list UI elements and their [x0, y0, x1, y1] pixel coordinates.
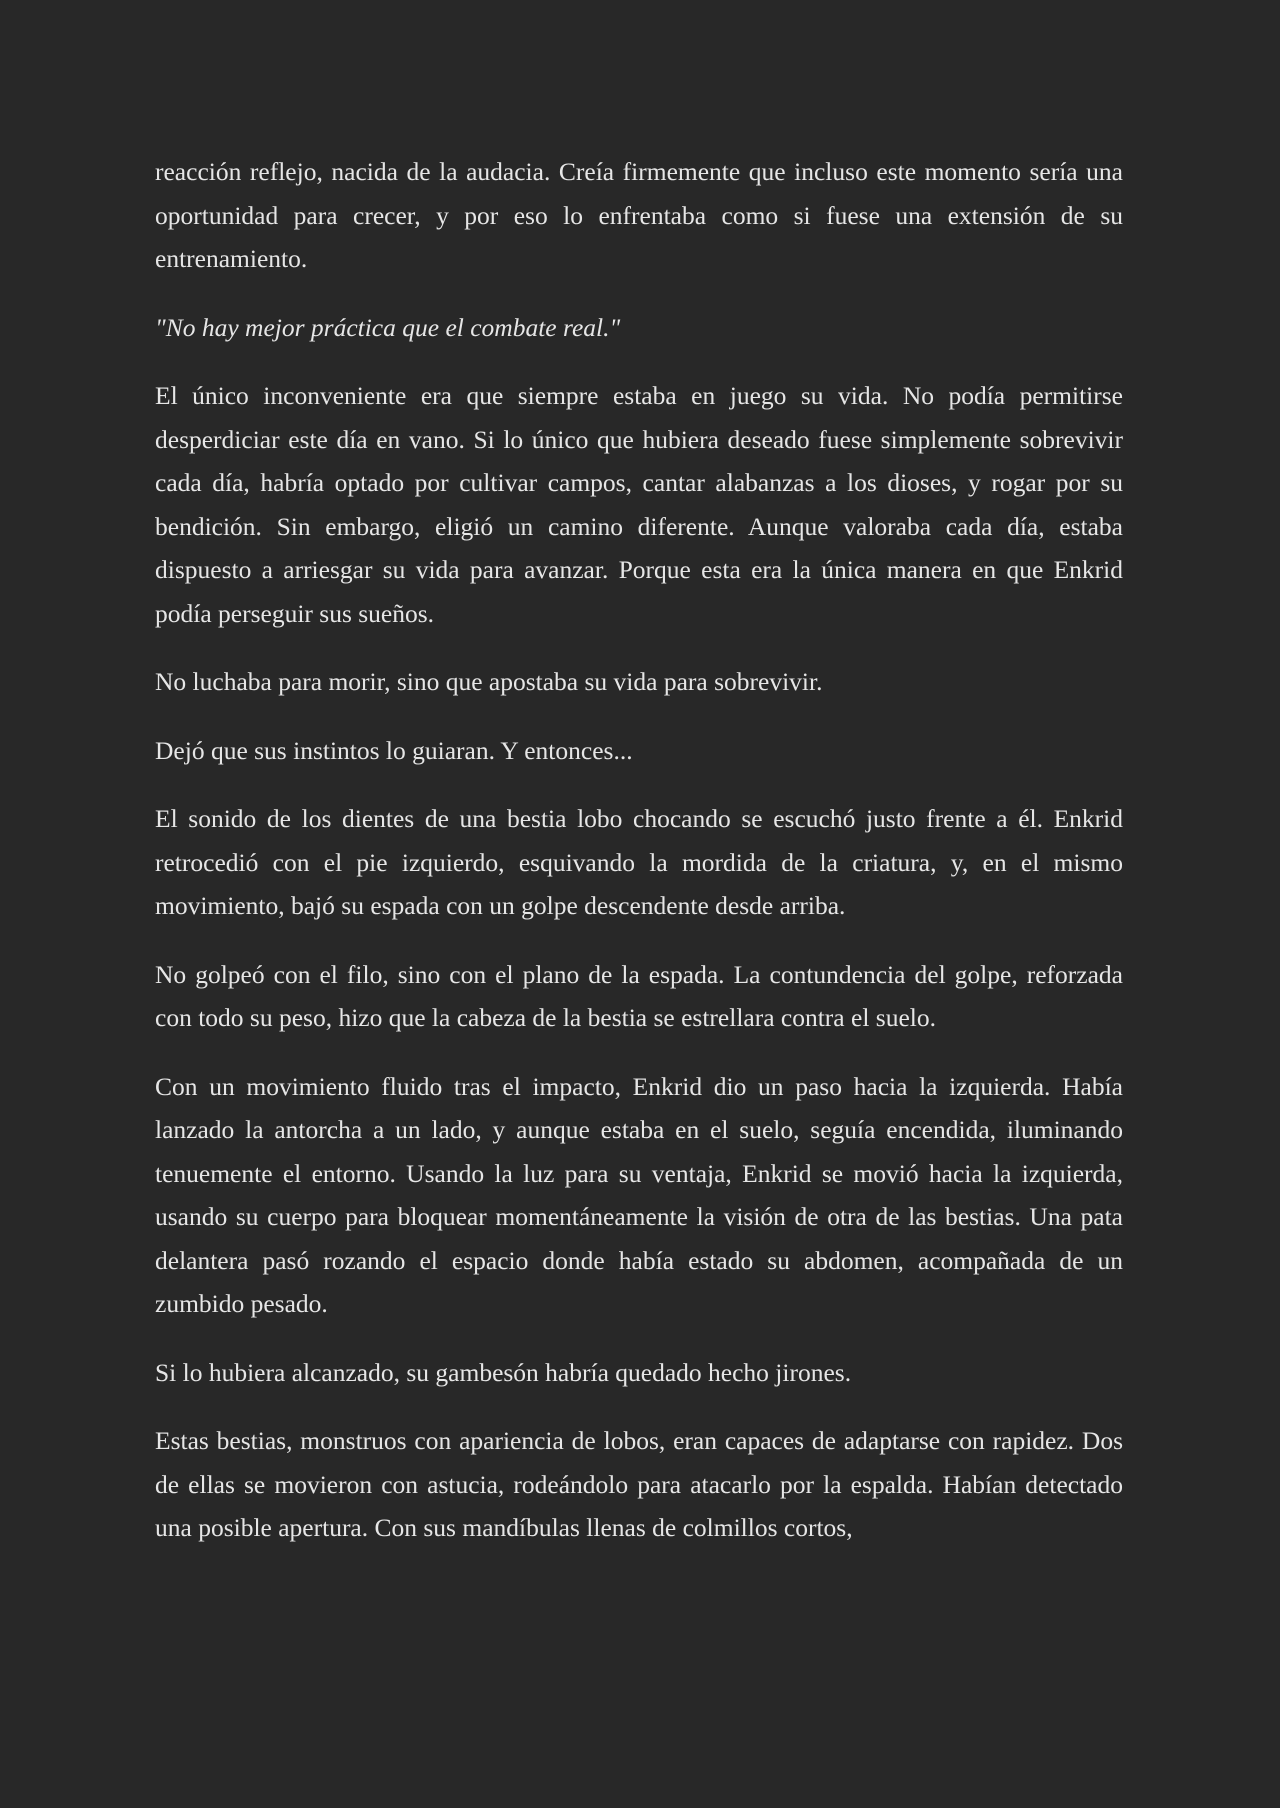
paragraph-4: No luchaba para morir, sino que apostaba su vida para sobrevivir. — [155, 667, 823, 696]
paragraph-7: No golpeó con el filo, sino con el plano de la espada. La contundencia del golpe, reforzada con todo su peso, hizo que la cabeza de la bestia se estrellara contra el suelo. — [155, 959, 1123, 1032]
paragraph-3: El único inconveniente era que siempre estaba en juego su vida. No podía permitirse desperdiciar este día en vano. Si lo único que hubiera deseado fuese simplemente sobrevivir cada día, habría optado por cultivar campos, cantar alabanzas a los dioses, y rogar por su bendición. Sin embargo, eligió un camino diferente. Aunque valoraba cada día, estaba dispuesto a arriesgar su vida para avanzar. Porque esta era la única manera en que Enkrid podía perseguir sus sueños. — [155, 381, 1123, 628]
paragraph-10: Estas bestias, monstruos con apariencia de lobos, eran capaces de adaptarse con rapidez. Dos de ellas se movieron con astucia, rodeándolo para atacarlo por la espalda. Habían detectado una posible apertura. Con sus mandíbulas llenas de colmillos cortos, — [155, 1426, 1123, 1542]
paragraph-2-quote: "No hay mejor práctica que el combate real." — [155, 312, 621, 342]
reader-page — [155, 150, 1123, 1575]
paragraph-9: Si lo hubiera alcanzado, su gambesón habría quedado hecho jirones. — [155, 1357, 852, 1387]
paragraph-5: Dejó que sus instintos lo guiaran. Y entonces... — [155, 735, 633, 765]
paragraph-8: Con un movimiento fluido tras el impacto, Enkrid dio un paso hacia la izquierda. Había lanzado la antorcha a un lado, y aunque estaba en el suelo, seguía encendida, iluminando tenuemente el entorno. Usando la luz para su ventaja, Enkrid se movió hacia la izquierda, usando su cuerpo para bloquear momentáneamente la visión de otra de las bestias. Una pata delantera pasó rozando el espacio donde había estado su abdomen, acompañada de un zumbido pesado. — [155, 1071, 1123, 1318]
paragraph-1: reacción reflejo, nacida de la audacia. Creía firmemente que incluso este momento sería una oportunidad para crecer, y por eso lo enfrentaba como si fuese una extensión de su entrenamiento. — [155, 157, 1123, 273]
paragraph-6: El sonido de los dientes de una bestia lobo chocando se escuchó justo frente a él. Enkrid retrocedió con el pie izquierdo, esquivando la mordida de la criatura, y, en el mismo movimiento, bajó su espada con un golpe descendente desde arriba. — [155, 804, 1123, 920]
